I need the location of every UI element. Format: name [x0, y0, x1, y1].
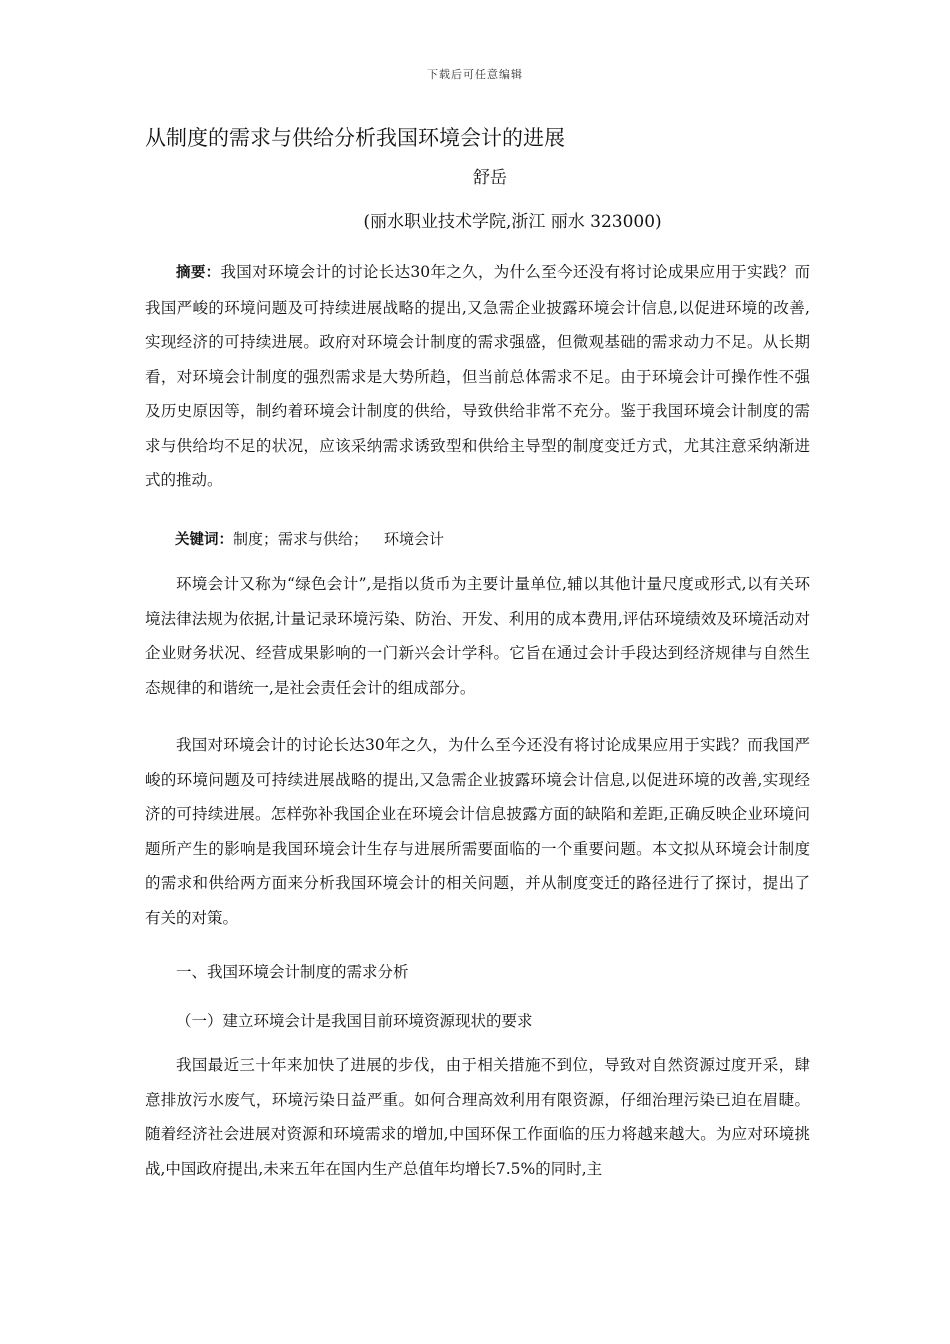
article-title: 从制度的需求与供给分析我国环境会计的进展: [145, 126, 565, 150]
header-note: 下载后可任意编辑: [427, 68, 523, 81]
abstract-text: 我国对环境会计的讨论长达30年之久，为什么至今还没有将讨论成果应用于实践？而我国严峻的环境问题及可持续进展战略的提出,又急需企业披露环境会计信息,以促进环境的改善,实现经济的可持续进展。政府对环境会计制度的需求强盛，但微观基础的需求动力不足。从长期看，对环境会计制度的强烈需求是大势所趋，但当前总体需求不足。由于环境会计可操作性不强及历史原因等，制约着环境会计制度的供给，导致供给非常不充分。鉴于我国环境会计制度的需求与供给均不足的状况，应该采纳需求诱致型和供给主导型的制度变迁方式，尤其注意采纳渐进式的推动。: [145, 263, 810, 489]
keyword-item: 环境会计: [384, 530, 445, 548]
article-author: 舒岳: [473, 168, 507, 188]
body-paragraph: 我国对环境会计的讨论长达30年之久，为什么至今还没有将讨论成果应用于实践？而我国严峻的环境问题及可持续进展战略的提出,又急需企业披露环境会计信息,以促进环境的改善,实现经济的可持续进展。怎样弥补我国企业在环境会计信息披露方面的缺陷和差距,正确反映企业环境问题所产生的影响是我国环境会计生存与进展所需要面临的一个重要问题。本文拟从环境会计制度的需求和供给两方面来分析我国环境会计的相关问题，并从制度变迁的路径进行了探讨，提出了有关的对策。: [145, 736, 810, 927]
keyword-item: 需求与供给；: [278, 530, 369, 548]
abstract-paragraph: [145, 255, 810, 498]
keyword-item: 制度；: [233, 530, 279, 548]
subsection-heading: （一）建立环境会计是我国目前环境资源现状的要求: [176, 1012, 533, 1030]
keywords-line: [145, 524, 810, 555]
section-heading: 一、我国环境会计制度的需求分析: [176, 963, 409, 981]
keywords-label: 关键词：: [175, 532, 233, 548]
abstract-label: 摘要：: [176, 265, 221, 281]
article-affiliation: (丽水职业技术学院,浙江 丽水 323000): [363, 212, 662, 232]
body-paragraph: 我国最近三十年来加快了进展的步伐，由于相关措施不到位，导致对自然资源过度开采，肆意排放污水废气，环境污染日益严重。如何合理高效利用有限资源，仔细治理污染已迫在眉睫。随着经济社会进展对资源和环境需求的增加,中国环保工作面临的压力将越来越大。为应对环境挑战,中国政府提出,未来五年在国内生产总值年均增长7.5%的同时,主: [145, 1056, 810, 1178]
body-paragraph: 环境会计又称为“绿色会计”,是指以货币为主要计量单位,辅以其他计量尺度或形式,以有关环境法律法规为依据,计量记录环境污染、防治、开发、利用的成本费用,评估环境绩效及环境活动对企业财务状况、经营成果影响的一门新兴会计学科。它旨在通过会计手段达到经济规律与自然生态规律的和谐统一,是社会责任会计的组成部分。: [145, 575, 810, 697]
